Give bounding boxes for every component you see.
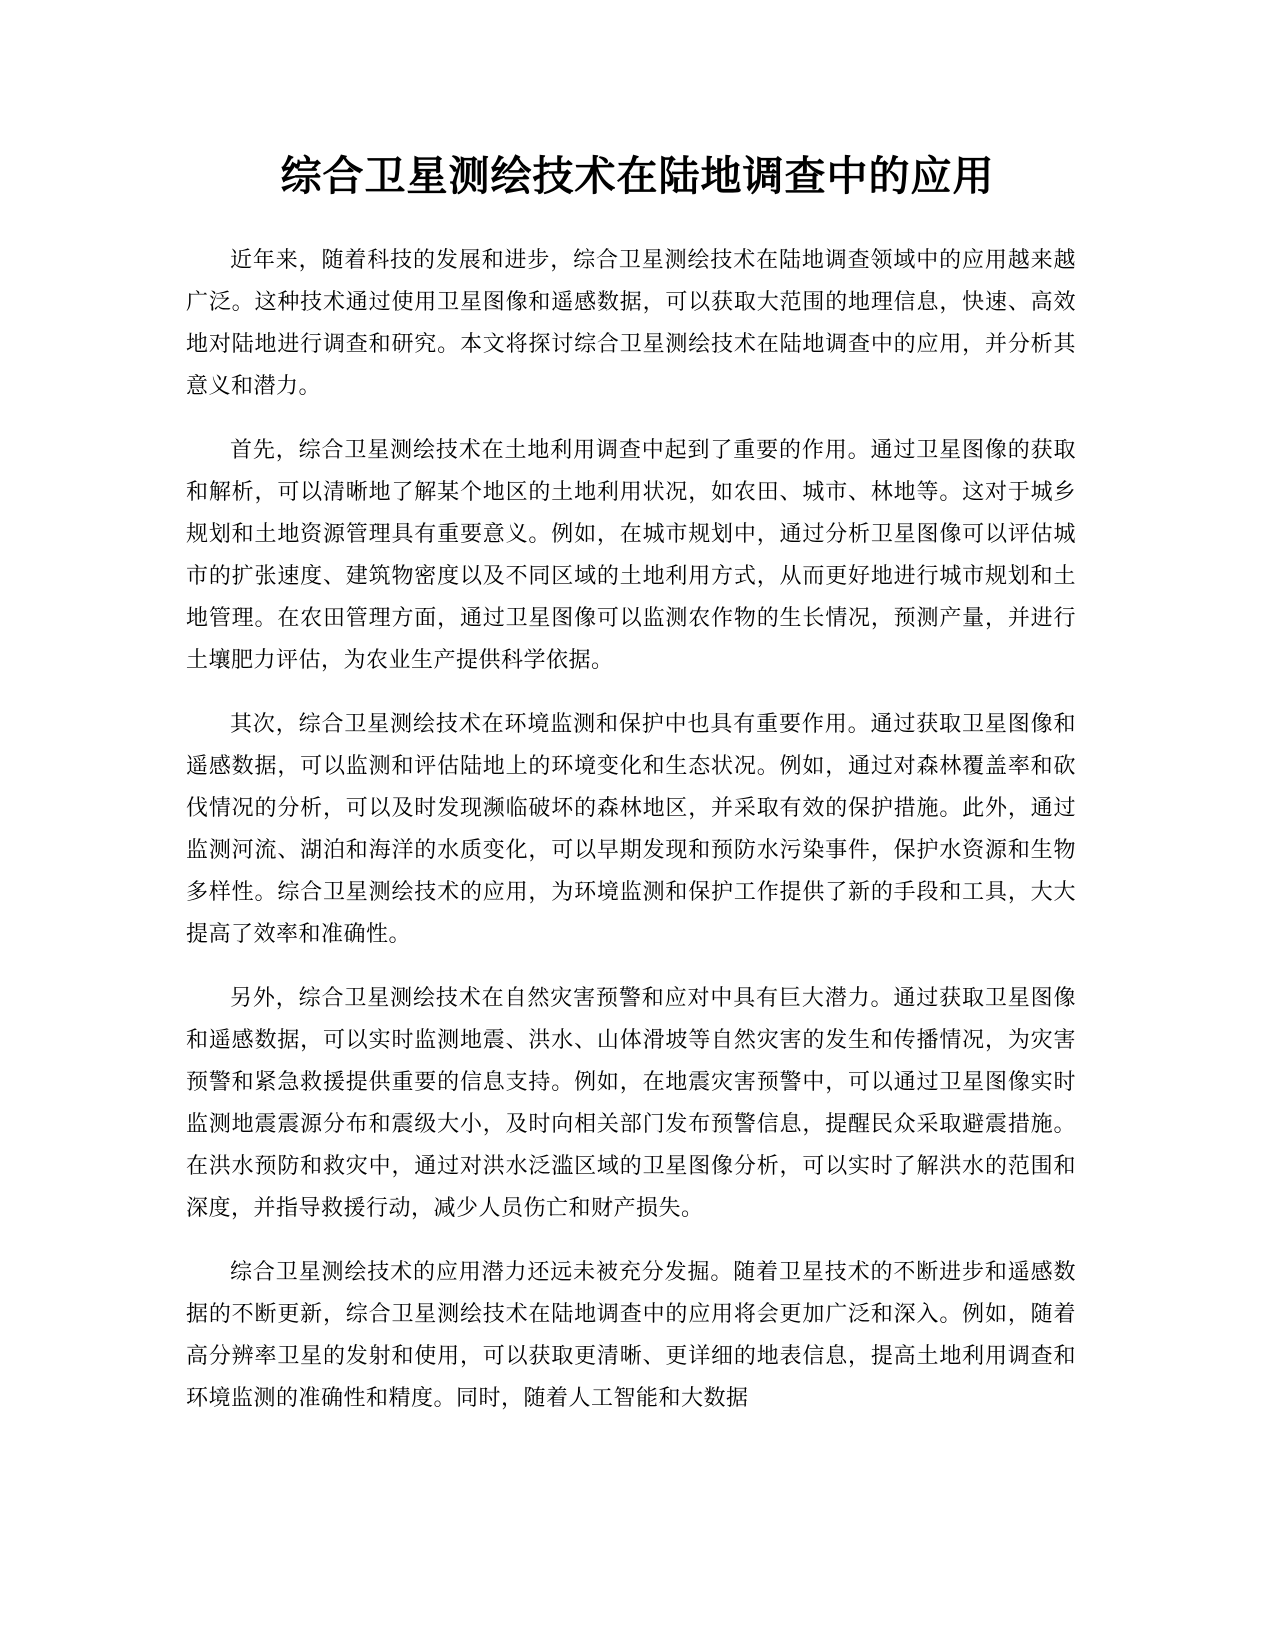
paragraph-environment: 其次，综合卫星测绘技术在环境监测和保护中也具有重要作用。通过获取卫星图像和遥感数据，可以监测和评估陆地上的环境变化和生态状况。例如，通过对森林覆盖率和砍伐情况的分析，可以及时发现濒临破坏的森林地区，并采取有效的保护措施。此外，通过监测河流、湖泊和海洋的水质变化，可以早期发现和预防水污染事件，保护水资源和生物多样性。综合卫星测绘技术的应用，为环境监测和保护工作提供了新的手段和工具，大大提高了效率和准确性。 [186,712,1076,947]
paragraph-disaster: 另外，综合卫星测绘技术在自然灾害预警和应对中具有巨大潜力。通过获取卫星图像和遥感数据，可以实时监测地震、洪水、山体滑坡等自然灾害的发生和传播情况，为灾害预警和紧急救援提供重要的信息支持。例如，在地震灾害预警中，可以通过卫星图像实时监测地震震源分布和震级大小，及时向相关部门发布预警信息，提醒民众采取避震措施。在洪水预防和救灾中，通过对洪水泛滥区域的卫星图像分析，可以实时了解洪水的范围和深度，并指导救援行动，减少人员伤亡和财产损失。 [186,986,1076,1221]
page-title: 综合卫星测绘技术在陆地调查中的应用 [280,152,995,200]
paragraph-land-use: 首先，综合卫星测绘技术在土地利用调查中起到了重要的作用。通过卫星图像的获取和解析，可以清晰地了解某个地区的土地利用状况，如农田、城市、林地等。这对于城乡规划和土地资源管理具有重要意义。例如，在城市规划中，通过分析卫星图像可以评估城市的扩张速度、建筑物密度以及不同区域的土地利用方式，从而更好地进行城市规划和土地管理。在农田管理方面，通过卫星图像可以监测农作物的生长情况，预测产量，并进行土壤肥力评估，为农业生产提供科学依据。 [186,438,1076,673]
document-body [186,240,1076,1442]
paragraph-intro: 近年来，随着科技的发展和进步，综合卫星测绘技术在陆地调查领域中的应用越来越广泛。这种技术通过使用卫星图像和遥感数据，可以获取大范围的地理信息，快速、高效地对陆地进行调查和研究。本文将探讨综合卫星测绘技术在陆地调查中的应用，并分析其意义和潜力。 [186,248,1076,399]
paragraph-potential: 综合卫星测绘技术的应用潜力还远未被充分发掘。随着卫星技术的不断进步和遥感数据的不断更新，综合卫星测绘技术在陆地调查中的应用将会更加广泛和深入。例如，随着高分辨率卫星的发射和使用，可以获取更清晰、更详细的地表信息，提高土地利用调查和环境监测的准确性和精度。同时，随着人工智能和大数据 [186,1260,1076,1411]
